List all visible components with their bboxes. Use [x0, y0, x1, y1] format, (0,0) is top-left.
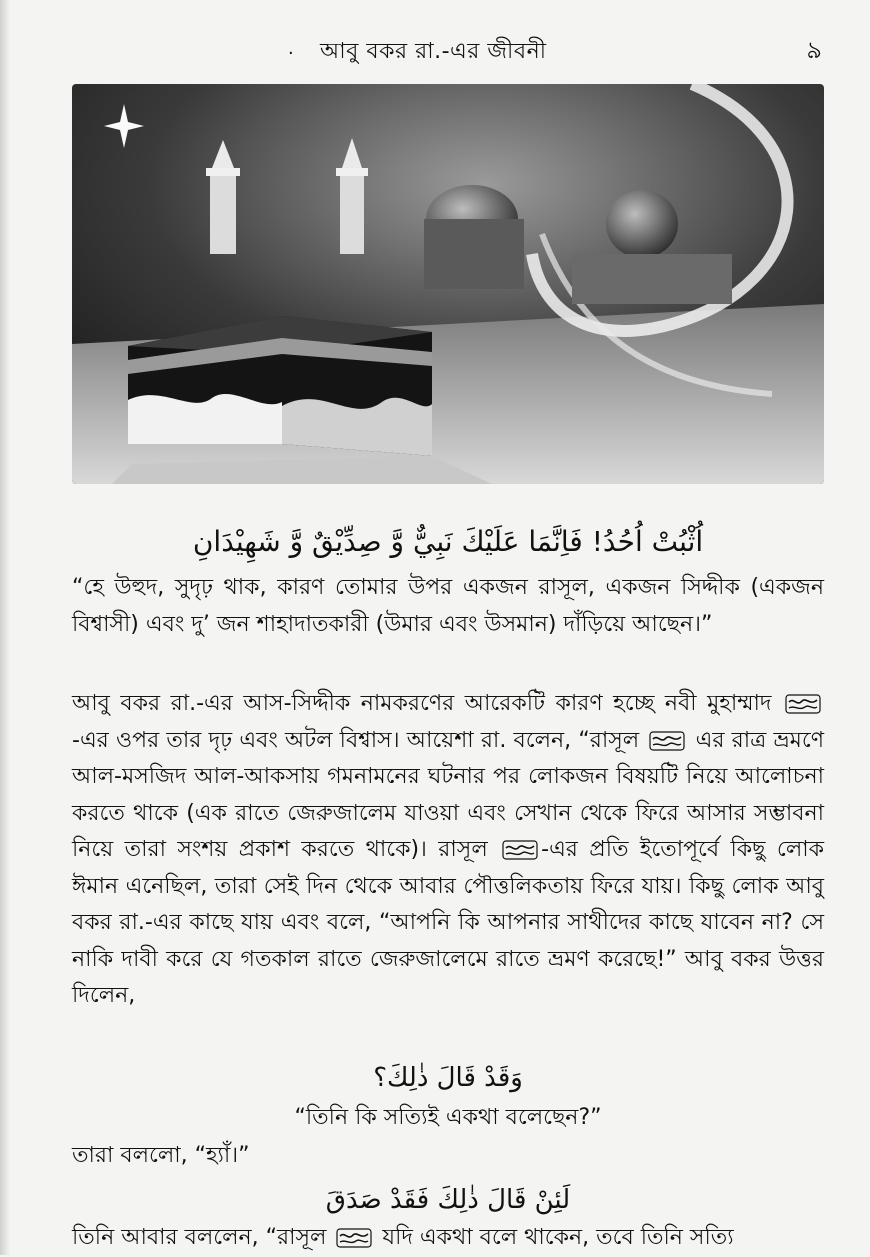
arabic-verse-2: وَقَدْ قَالَ ذٰلِكَ؟ [373, 1063, 523, 1093]
salawat-calligraphy-icon [785, 693, 821, 715]
page-edge-shadow [0, 0, 10, 1255]
arabic-verse-3: لَئِنْ قَالَ ذٰلِكَ فَقَدْ صَدَقَ [325, 1185, 571, 1215]
arabic-verse-1: اُثْبُتْ اُحُدُ! فَاِنَّمَا عَلَيْكَ نَبِيٌّ وَّ صِدِّيْقٌ وَّ شَهِيْدَانِ [192, 525, 704, 558]
line-4-text-a: তিনি আবার বললেন, “রাসূল [72, 1225, 327, 1250]
page-number: ৯ [806, 36, 822, 64]
para-2-text-a: আবু বকর রা.-এর আস-সিদ্দীক নামকরণের আরেকটি কারণ হচ্ছে নবী মুহাম্মাদ [72, 691, 772, 716]
quote-paragraph-1: “হে উহুদ, সুদৃঢ় থাক, কারণ তোমার উপর একজন রাসূল, একজন সিদ্দীক (একজন বিশ্বাসী) এবং দু’ জন শাহাদাতকারী (উমার এবং উসমান) দাঁড়িয়ে আছেন।” [72, 575, 824, 637]
decorative-dot: . [288, 38, 294, 59]
salawat-calligraphy-icon [649, 730, 685, 752]
salawat-calligraphy-icon [502, 839, 538, 861]
salawat-calligraphy-icon [336, 1227, 372, 1249]
running-head [0, 30, 870, 70]
running-head-title: আবু বকর রা.-এর জীবনী [320, 39, 547, 64]
body-paragraph-2 [72, 686, 824, 1015]
quote-paragraph-2: “তিনি কি সত্যিই একথা বলেছেন?” [294, 1105, 602, 1130]
line-4-text-b: যদি একথা বলে থাকেন, তবে তিনি সত্যি [382, 1225, 734, 1250]
body-line-4 [72, 1220, 824, 1257]
para-2-text-d: -এর প্রতি ইতোপূর্বে কিছু লোক ঈমান এনেছিল, তারা সেই দিন থেকে আবার পৌত্তলিকতায় ফিরে যায়। কিছু লোক আবু বকর রা.-এর কাছে যায় এবং বলে, “আপনি কি আপনার সাথীদের কাছে যাবেন না? সে নাকি দাবী করে যে গতকাল রাতে জেরুজালেমে রাতে ভ্রমণ করেছে!” আবু বকর উত্তর দিলেন, [72, 837, 824, 1008]
body-line-3: তারা বললো, “হ্যাঁ।” [72, 1143, 250, 1168]
para-2-text-c: এর রাত্র ভ্রমণে আল-মসজিদ আল-আকসায় গমনামনের ঘটনার পর লোকজন বিষয়টি নিয়ে আলোচনা করতে থাকে (এক রাতে জেরুজালেম যাওয়া এবং সেখান থেকে ফিরে আসার সম্ভাবনা নিয়ে তারা সংশয় প্রকাশ করতে থাকে)। রাসূল [72, 727, 825, 862]
para-2-text-b: -এর ওপর তার দৃঢ় এবং অটল বিশ্বাস। আয়েশা রা. বলেন, “রাসূল [72, 727, 640, 753]
kaaba-and-dome-illustration [72, 84, 824, 484]
